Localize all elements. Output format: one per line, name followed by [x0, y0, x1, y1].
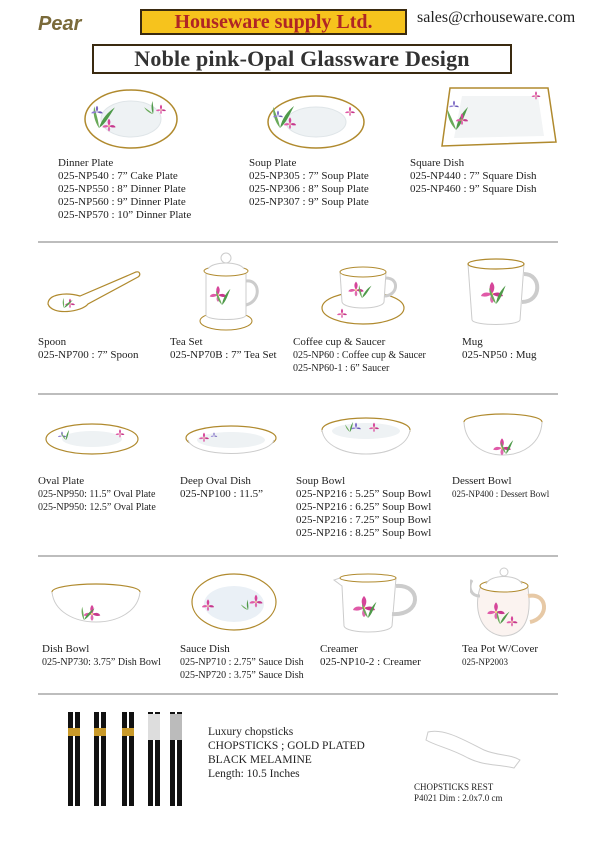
product-code: 025-NP700 : 7” Spoon — [38, 349, 139, 361]
soup-bowl-icon — [320, 416, 412, 466]
product-name: Creamer — [320, 643, 358, 655]
deep-oval-dish-icon — [184, 424, 278, 462]
chopsticks-image — [64, 710, 188, 810]
product-name: Spoon — [38, 336, 67, 348]
tea-pot-label — [462, 643, 538, 669]
square-dish-icon — [440, 86, 558, 152]
product-name: Square Dish — [410, 157, 465, 169]
product-code: Length: 10.5 Inches — [208, 768, 300, 780]
product-code: 025-NP950: 12.5” Oval Plate — [38, 502, 156, 513]
product-code: 025-NP730: 3.75” Dish Bowl — [42, 657, 161, 668]
product-name: Dinner Plate — [58, 157, 114, 169]
product-code: BLACK MELAMINE — [208, 754, 312, 766]
product-code: CHOPSTICKS ; GOLD PLATED — [208, 740, 365, 752]
product-code: 025-NP460 : 9” Square Dish — [410, 183, 537, 195]
oval-plate-label — [38, 475, 156, 514]
tea-set-icon — [198, 249, 268, 333]
square-dish-image — [440, 86, 558, 152]
deep-oval-dish-image — [184, 424, 278, 462]
product-name: Mug — [462, 336, 483, 348]
product-code: 025-NP60 : Coffee cup & Saucer — [293, 350, 426, 361]
product-code: 025-NP70B : 7” Tea Set — [170, 349, 277, 361]
dinner-plate-image — [83, 88, 179, 150]
spoon-label — [38, 336, 139, 362]
product-code: 025-NP400 : Dessert Bowl — [452, 489, 550, 499]
brand-logo: Pear — [38, 13, 82, 35]
dessert-bowl-image — [462, 412, 544, 468]
square-dish-label — [410, 157, 537, 196]
product-name: Sauce Dish — [180, 643, 230, 655]
soup-plate-label — [249, 157, 369, 209]
product-code: 025-NP10-2 : Creamer — [320, 656, 421, 668]
mug-icon — [462, 256, 542, 328]
product-code: 025-NP570 : 10” Dinner Plate — [58, 209, 192, 221]
product-name: Oval Plate — [38, 475, 85, 487]
coffee-cup-label — [293, 336, 426, 375]
product-name: Dish Bowl — [42, 643, 90, 655]
dish-bowl-icon — [50, 582, 142, 634]
product-name: Coffee cup & Saucer — [293, 336, 386, 348]
product-code: 025-NP50 : Mug — [462, 349, 537, 361]
section-divider — [38, 555, 558, 557]
product-name: CHOPSTICKS REST — [414, 782, 494, 792]
product-code: 025-NP216 : 8.25” Soup Bowl — [296, 527, 432, 539]
product-name: Dessert Bowl — [452, 475, 512, 487]
product-code: 025-NP720 : 3.75” Sauce Dish — [180, 670, 304, 681]
dinner-plate-label — [58, 157, 191, 222]
section-divider — [38, 693, 558, 695]
dessert-bowl-label — [452, 475, 549, 501]
creamer-image — [330, 572, 424, 638]
product-code: 025-NP305 : 7” Soup Plate — [249, 170, 369, 182]
product-code: 025-NP560 : 9” Dinner Plate — [58, 196, 186, 208]
tea-pot-image — [470, 566, 552, 642]
deep-oval-dish-label — [180, 475, 263, 501]
product-name: Tea Pot W/Cover — [462, 643, 539, 655]
product-name: Soup Plate — [249, 157, 297, 169]
product-code: 025-NP950: 11.5” Oval Plate — [38, 489, 156, 500]
oval-plate-icon — [44, 422, 140, 456]
sauce-dish-image — [190, 572, 278, 634]
product-name: Soup Bowl — [296, 475, 346, 487]
tea-set-image — [198, 249, 268, 333]
product-code: 025-NP216 : 6.25” Soup Bowl — [296, 501, 432, 513]
product-code: 025-NP306 : 8” Soup Plate — [249, 183, 369, 195]
coffee-cup-icon — [320, 262, 406, 328]
creamer-icon — [330, 572, 424, 638]
section-divider — [38, 393, 558, 395]
product-code: 025-NP710 : 2.75” Sauce Dish — [180, 657, 304, 668]
oval-plate-image — [44, 422, 140, 456]
dinner-plate-icon — [83, 88, 179, 150]
chopsticks-label — [208, 725, 365, 781]
page-title-text: Noble pink-Opal Glassware Design — [134, 46, 470, 71]
product-code: 025-NP216 : 5.25” Soup Bowl — [296, 488, 432, 500]
soup-bowl-image — [320, 416, 412, 466]
company-name — [140, 9, 407, 35]
creamer-label — [320, 643, 421, 669]
chopsticks-icon — [64, 710, 188, 810]
chopsticks-rest-image — [424, 720, 524, 770]
spoon-icon — [44, 268, 142, 318]
product-code: 025-NP60-1 : 6” Saucer — [293, 363, 390, 374]
section-divider — [38, 241, 558, 243]
product-code: 025-NP100 : 11.5” — [180, 488, 264, 500]
tea-pot-icon — [470, 566, 552, 642]
tea-set-label — [170, 336, 277, 362]
product-code: 025-NP550 : 8” Dinner Plate — [58, 183, 186, 195]
page-title — [92, 44, 512, 74]
product-code: 025-NP216 : 7.25” Soup Bowl — [296, 514, 432, 526]
coffee-cup-image — [320, 262, 406, 328]
dish-bowl-label — [42, 643, 161, 669]
soup-plate-image — [266, 94, 366, 150]
dish-bowl-image — [50, 582, 142, 634]
product-name: Deep Oval Dish — [180, 475, 251, 487]
product-name: Luxury chopsticks — [208, 726, 294, 738]
product-code: 025-NP2003 — [462, 657, 509, 667]
sauce-dish-label — [180, 643, 304, 682]
soup-plate-icon — [266, 94, 366, 150]
email-link[interactable]: sales@crhouseware.com — [417, 9, 576, 26]
soup-bowl-label — [296, 475, 431, 540]
dessert-bowl-icon — [462, 412, 544, 468]
spoon-image — [44, 268, 142, 318]
company-name-text: Houseware supply Ltd. — [174, 10, 373, 33]
sauce-dish-icon — [190, 572, 278, 634]
product-code: 025-NP307 : 9” Soup Plate — [249, 196, 369, 208]
product-code: P4021 Dim : 2.0x7.0 cm — [414, 793, 503, 803]
mug-label — [462, 336, 537, 362]
product-code: 025-NP440 : 7” Square Dish — [410, 170, 537, 182]
product-code: 025-NP540 : 7” Cake Plate — [58, 170, 178, 182]
chopsticks-rest-label — [414, 782, 503, 804]
mug-image — [462, 256, 542, 328]
chopsticks-rest-icon — [424, 720, 524, 770]
product-name: Tea Set — [170, 336, 203, 348]
